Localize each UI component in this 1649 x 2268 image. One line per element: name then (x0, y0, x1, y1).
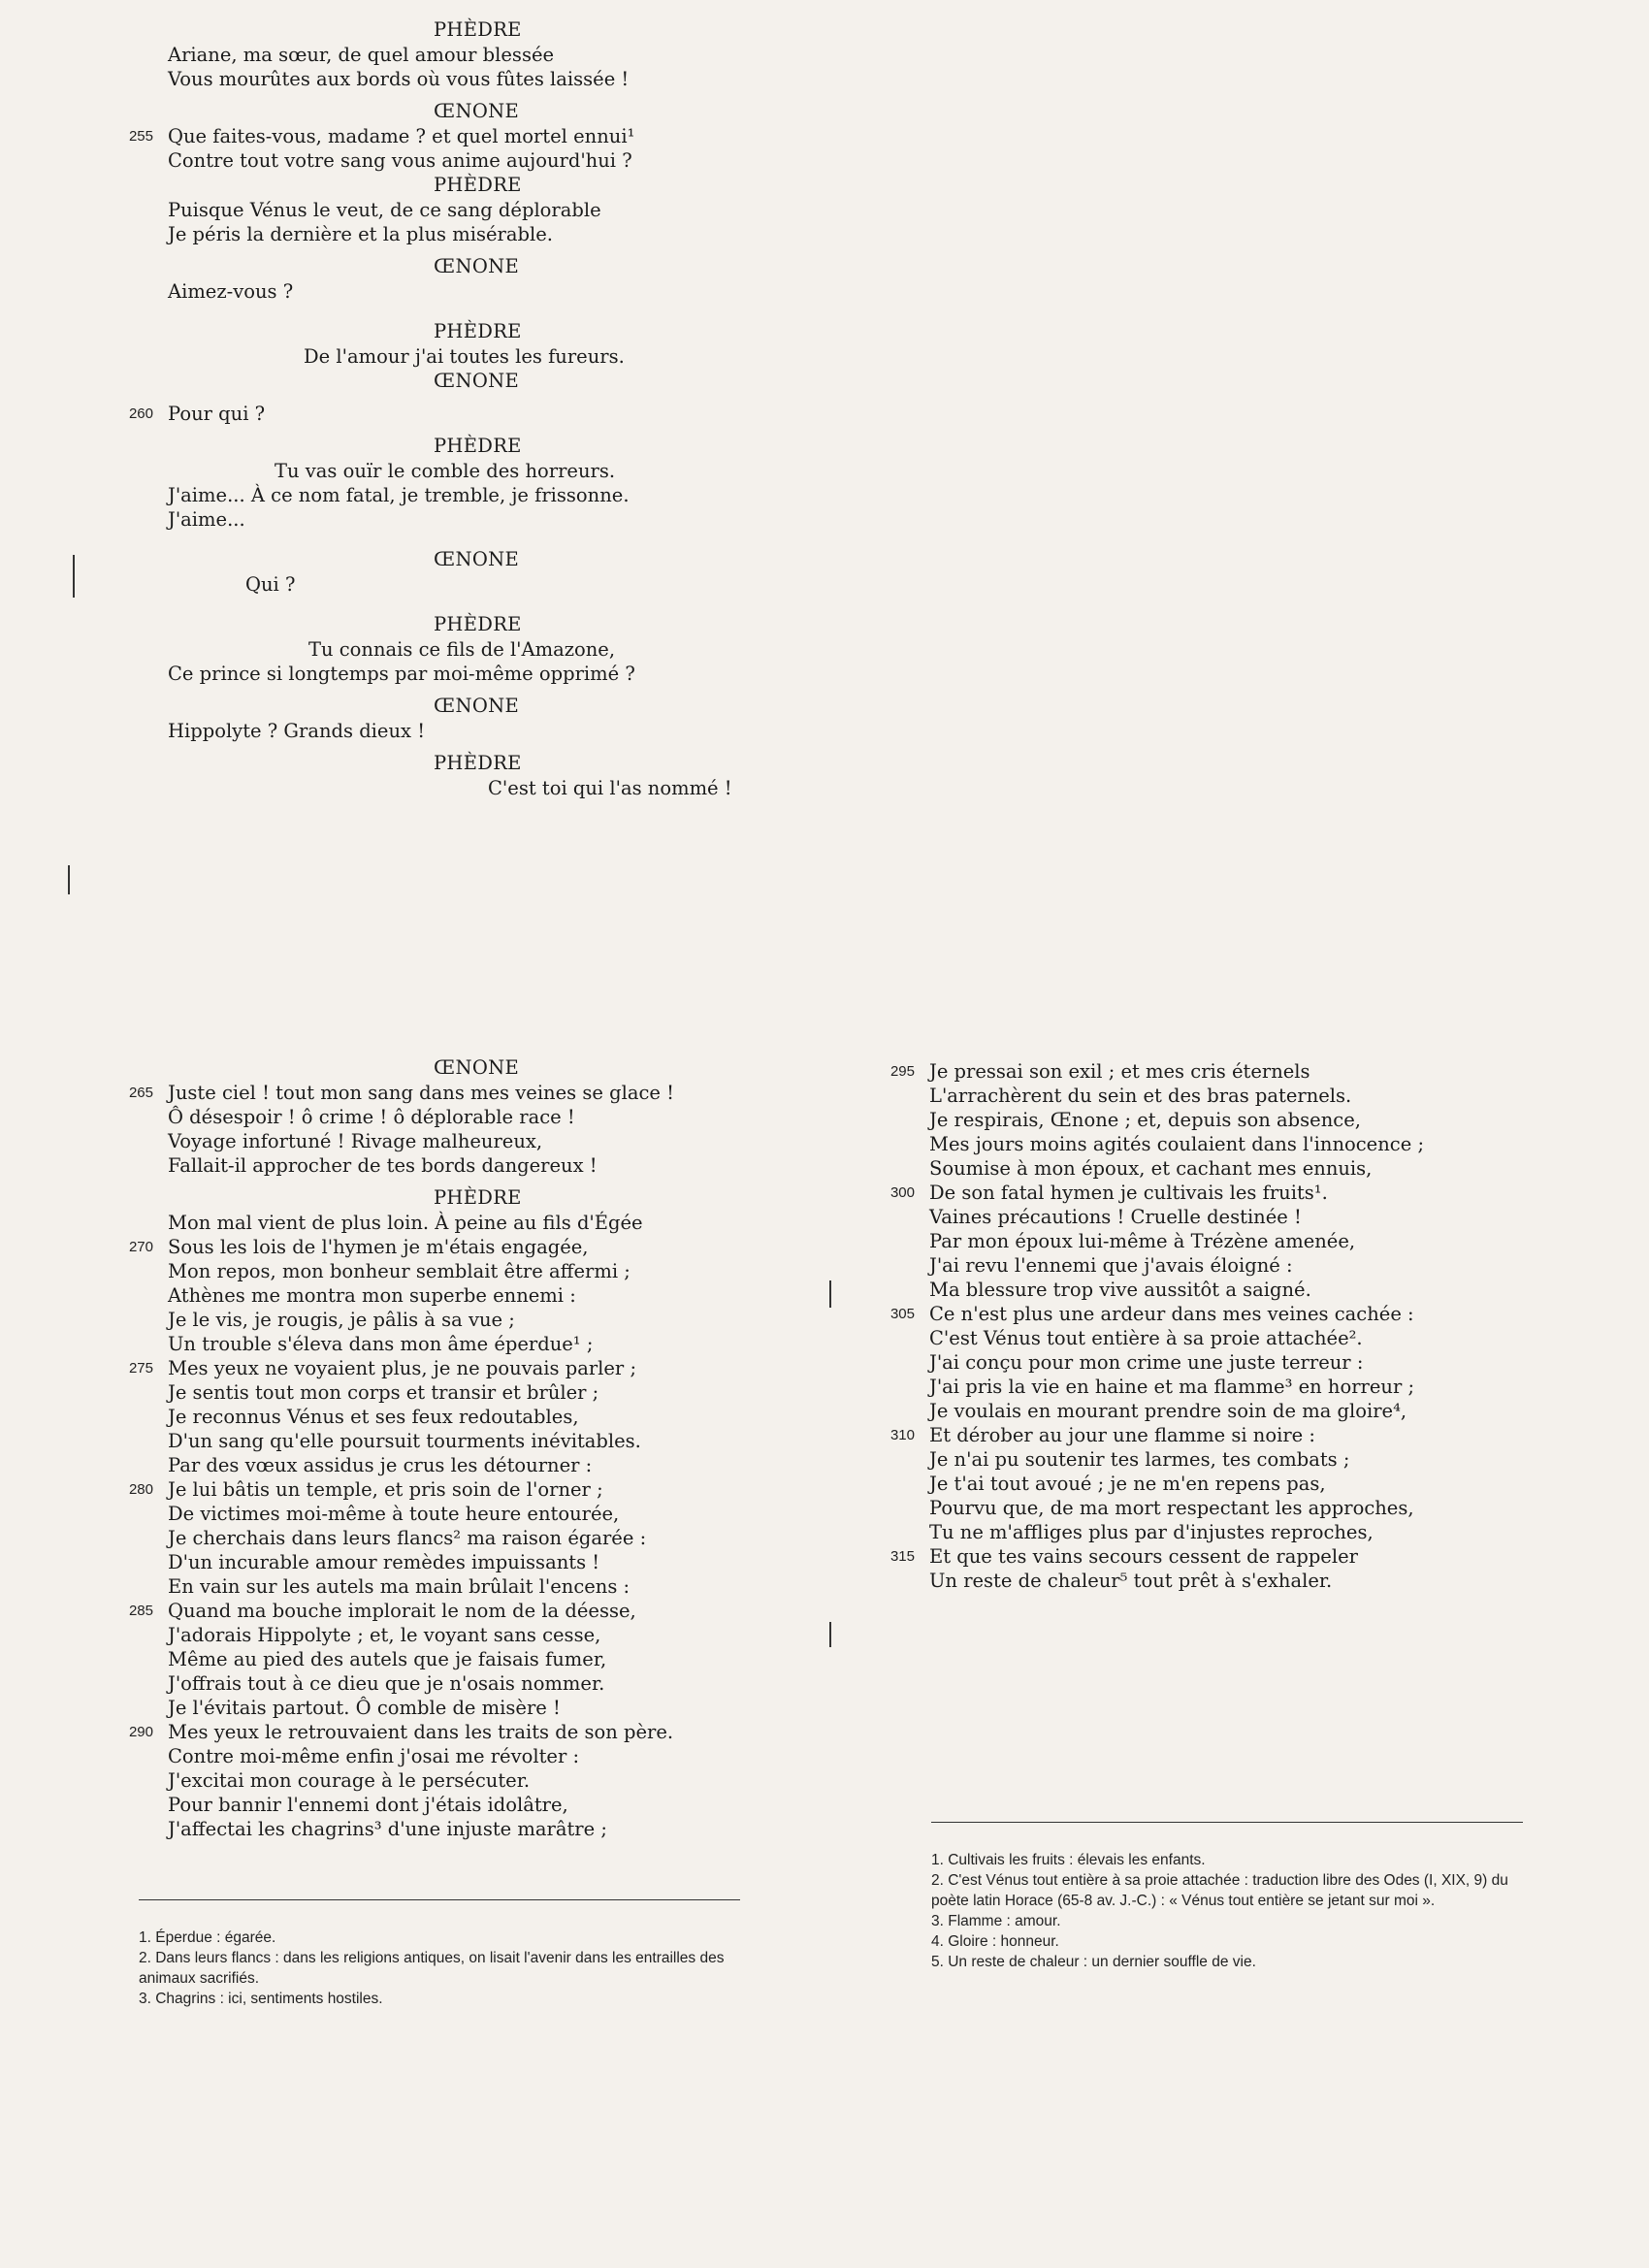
verse-line (116, 124, 737, 148)
footnote: 4. Gloire : honneur. (931, 1933, 1059, 1950)
verse-line (116, 148, 737, 173)
verse-text: Je lui bâtis un temple, et pris soin de l'orner ; (168, 1478, 603, 1501)
speaker-name: PHÈDRE (434, 752, 522, 774)
verse-line (878, 1181, 1518, 1205)
verse-line (116, 507, 737, 532)
verse-line (116, 1332, 737, 1356)
verse-text: De victimes moi-même à toute heure entourée, (168, 1503, 620, 1525)
verse-line (116, 279, 737, 304)
spacer (116, 532, 737, 547)
verse-line (878, 1059, 1518, 1084)
verse-text: Un trouble s'éleva dans mon âme éperdue¹ ; (168, 1333, 594, 1355)
verse-text: Pour qui ? (168, 403, 266, 425)
verse-text: Je t'ai tout avoué ; je ne m'en repens pas, (929, 1473, 1326, 1495)
spacer (116, 394, 737, 402)
verse-line (878, 1278, 1518, 1302)
spacer (116, 686, 737, 694)
verse-text: Je pressai son exil ; et mes cris éternels (929, 1060, 1310, 1083)
verse-line (878, 1156, 1518, 1181)
verse-line (878, 1132, 1518, 1156)
line-number: 315 (889, 1548, 915, 1565)
verse-text: Qui ? (245, 573, 296, 596)
verse-text: Fallait-il approcher de tes bords dangereux ! (168, 1154, 598, 1177)
footnote: 3. Chagrins : ici, sentiments hostiles. (139, 1991, 383, 2007)
verse-line (116, 1283, 737, 1308)
spacer (116, 91, 737, 99)
verse-line (116, 1153, 737, 1178)
verse-text: D'un incurable amour remèdes impuissants ! (168, 1551, 600, 1573)
speaker-name: PHÈDRE (434, 435, 522, 457)
verse-line (116, 719, 737, 743)
verse-text: Ariane, ma sœur, de quel amour blessée (168, 44, 555, 66)
verse-line (116, 1081, 737, 1105)
verse-line (116, 1129, 737, 1153)
line-number: 305 (889, 1306, 915, 1322)
verse-line (116, 1380, 737, 1405)
verse-text: Contre tout votre sang vous anime aujourd'hui ? (168, 149, 632, 172)
footnotes-left (139, 1899, 740, 2009)
verse-line (878, 1229, 1518, 1253)
verse-line (116, 1647, 737, 1671)
verse-text: Pour bannir l'ennemi dont j'étais idolâtre, (168, 1794, 568, 1816)
verse-text: Je respirais, Œnone ; et, depuis son absence, (929, 1109, 1361, 1131)
verse-line (116, 1671, 737, 1696)
line-number: 290 (128, 1724, 153, 1740)
right-column-tirade (878, 1059, 1518, 1593)
line-number: 295 (889, 1063, 915, 1080)
footnote: 3. Flamme : amour. (931, 1913, 1061, 1929)
verse-line (116, 1308, 737, 1332)
verse-text: J'excitai mon courage à le persécuter. (168, 1769, 531, 1792)
spacer (116, 597, 737, 612)
verse-text: Athènes me montra mon superbe ennemi : (168, 1284, 576, 1307)
verse-line (878, 1569, 1518, 1593)
verse-text: Je voulais en mourant prendre soin de ma gloire⁴, (929, 1400, 1407, 1422)
verse-text: Et dérober au jour une flamme si noire : (929, 1424, 1315, 1446)
verse-line (116, 1793, 737, 1817)
verse-text: Par des vœux assidus je crus les détourner : (168, 1454, 593, 1476)
verse-text: Contre moi-même enfin j'osai me révolter : (168, 1745, 580, 1767)
margin-mark (829, 1280, 831, 1308)
verse-text: Mes yeux le retrouvaient dans les traits de son père. (168, 1721, 674, 1743)
verse-text: Je le vis, je rougis, je pâlis à sa vue ; (168, 1309, 515, 1331)
verse-line (116, 1502, 737, 1526)
verse-text: D'un sang qu'elle poursuit tourments inévitables. (168, 1430, 641, 1452)
line-number: 260 (128, 405, 153, 422)
verse-text: Ma blessure trop vive aussitôt a saigné. (929, 1279, 1311, 1301)
verse-line (878, 1447, 1518, 1472)
line-number: 275 (128, 1360, 153, 1377)
verse-text: Je péris la dernière et la plus misérable. (168, 223, 553, 245)
line-number: 270 (128, 1239, 153, 1255)
verse-text: C'est toi qui l'as nommé ! (488, 777, 732, 799)
verse-text: J'ai revu l'ennemi que j'avais éloigné : (929, 1254, 1293, 1277)
verse-text: Juste ciel ! tout mon sang dans mes veines se glace ! (168, 1082, 674, 1104)
verse-line (116, 1526, 737, 1550)
verse-line (878, 1472, 1518, 1496)
speaker-name: PHÈDRE (434, 320, 522, 342)
verse-text: Un reste de chaleur⁵ tout prêt à s'exhaler. (929, 1570, 1333, 1592)
verse-text: Puisque Vénus le veut, de ce sang déplorable (168, 199, 601, 221)
verse-line (878, 1108, 1518, 1132)
margin-mark (68, 865, 70, 894)
verse-text: L'arrachèrent du sein et des bras paternels. (929, 1085, 1352, 1107)
spacer (116, 304, 737, 319)
speaker-name: ŒNONE (434, 1056, 520, 1079)
verse-text: En vain sur les autels ma main brûlait l'encens : (168, 1575, 630, 1598)
verse-line (116, 222, 737, 246)
verse-line (878, 1205, 1518, 1229)
verse-line (116, 43, 737, 67)
verse-line (878, 1423, 1518, 1447)
verse-line (878, 1302, 1518, 1326)
spacer (116, 1178, 737, 1185)
verse-text: J'ai conçu pour mon crime une juste terreur : (929, 1351, 1364, 1374)
verse-text: Ce prince si longtemps par moi-même opprimé ? (168, 663, 635, 685)
verse-line (116, 1429, 737, 1453)
verse-line (116, 483, 737, 507)
verse-text: C'est Vénus tout entière à sa proie attachée². (929, 1327, 1363, 1349)
verse-line (116, 637, 737, 662)
verse-text: J'adorais Hippolyte ; et, le voyant sans cesse, (168, 1624, 601, 1646)
verse-text: Vaines précautions ! Cruelle destinée ! (929, 1206, 1302, 1228)
footnote: 5. Un reste de chaleur : un dernier souffle de vie. (931, 1954, 1256, 1970)
verse-text: Hippolyte ? Grands dieux ! (168, 720, 426, 742)
line-number: 310 (889, 1427, 915, 1443)
verse-text: Soumise à mon époux, et cachant mes ennuis, (929, 1157, 1373, 1180)
verse-line (116, 1768, 737, 1793)
footnote: 1. Éperdue : égarée. (139, 1929, 276, 1946)
verse-text: Ce n'est plus une ardeur dans mes veines cachée : (929, 1303, 1414, 1325)
verse-text: Je cherchais dans leurs flancs² ma raison égarée : (168, 1527, 647, 1549)
verse-text: Que faites-vous, madame ? et quel mortel ennui¹ (168, 125, 635, 147)
verse-line (116, 459, 737, 483)
verse-text: Même au pied des autels que je faisais fumer, (168, 1648, 607, 1670)
verse-line (116, 1105, 737, 1129)
footnote: 2. C'est Vénus tout entière à sa proie attachée : traduction libre des Odes (I, XIX, 9) du poète latin Horace (65-8 av. J.-C.) : « Vénus tout entière se jetant sur moi ». (931, 1872, 1508, 1909)
verse-line (116, 1259, 737, 1283)
verse-line (116, 1453, 737, 1477)
speaker-name: PHÈDRE (434, 1186, 522, 1209)
verse-text: Vous mourûtes aux bords où vous fûtes laissée ! (168, 68, 630, 90)
verse-text: Mon repos, mon bonheur semblait être affermi ; (168, 1260, 630, 1282)
verse-line (878, 1350, 1518, 1375)
verse-text: Je l'évitais partout. Ô comble de misère ! (168, 1697, 561, 1719)
left-column-dialogue (116, 17, 737, 800)
verse-text: J'affectai les chagrins³ d'une injuste marâtre ; (168, 1818, 607, 1840)
verse-line (116, 1550, 737, 1574)
verse-text: De son fatal hymen je cultivais les fruits¹. (929, 1182, 1328, 1204)
verse-line (878, 1544, 1518, 1569)
verse-line (116, 1356, 737, 1380)
speaker-name: ŒNONE (434, 255, 520, 277)
verse-line (878, 1326, 1518, 1350)
line-number: 255 (128, 128, 153, 145)
verse-text: Par mon époux lui-même à Trézène amenée, (929, 1230, 1356, 1252)
margin-mark (829, 1622, 831, 1647)
line-number: 285 (128, 1603, 153, 1619)
verse-line (878, 1375, 1518, 1399)
spacer (116, 246, 737, 254)
speaker-name: ŒNONE (434, 695, 520, 717)
verse-line (116, 1235, 737, 1259)
verse-text: Je n'ai pu soutenir tes larmes, tes combats ; (929, 1448, 1350, 1471)
footnotes-right (931, 1822, 1523, 1972)
spacer (116, 426, 737, 434)
verse-text: Tu ne m'affliges plus par d'injustes reproches, (929, 1521, 1374, 1543)
line-number: 265 (128, 1085, 153, 1101)
verse-line (878, 1253, 1518, 1278)
spacer (116, 743, 737, 751)
verse-text: Sous les lois de l'hymen je m'étais engagée, (168, 1236, 589, 1258)
speaker-name: PHÈDRE (434, 174, 522, 196)
verse-line (116, 1696, 737, 1720)
verse-text: J'ai pris la vie en haine et ma flamme³ en horreur ; (929, 1376, 1415, 1398)
left-column-tirade (116, 1055, 737, 1841)
line-number: 280 (128, 1481, 153, 1498)
speaker-name: PHÈDRE (434, 613, 522, 635)
speaker-name: PHÈDRE (434, 18, 522, 41)
verse-text: Tu vas ouïr le comble des horreurs. (275, 460, 616, 482)
verse-text: Tu connais ce fils de l'Amazone, (308, 638, 616, 661)
verse-text: Pourvu que, de ma mort respectant les approches, (929, 1497, 1414, 1519)
verse-line (116, 1599, 737, 1623)
verse-line (116, 1477, 737, 1502)
verse-text: Quand ma bouche implorait le nom de la déesse, (168, 1600, 636, 1622)
verse-text: J'aime... À ce nom fatal, je tremble, je frissonne. (168, 484, 630, 506)
speaker-name: ŒNONE (434, 548, 520, 570)
verse-text: Je sentis tout mon corps et transir et brûler ; (168, 1381, 599, 1404)
verse-line (116, 1623, 737, 1647)
verse-text: Je reconnus Vénus et ses feux redoutables, (168, 1406, 579, 1428)
verse-line (116, 1744, 737, 1768)
verse-text: Ô désespoir ! ô crime ! ô déplorable race ! (168, 1106, 575, 1128)
footnote: 1. Cultivais les fruits : élevais les enfants. (931, 1852, 1206, 1868)
verse-line (878, 1496, 1518, 1520)
verse-line (116, 1405, 737, 1429)
verse-line (878, 1399, 1518, 1423)
verse-text: Mes jours moins agités coulaient dans l'innocence ; (929, 1133, 1425, 1155)
verse-line (116, 1817, 737, 1841)
speaker-name: ŒNONE (434, 370, 520, 392)
verse-line (116, 344, 737, 369)
verse-text: Et que tes vains secours cessent de rappeler (929, 1545, 1358, 1568)
verse-text: Mes yeux ne voyaient plus, je ne pouvais parler ; (168, 1357, 637, 1379)
footnote: 2. Dans leurs flancs : dans les religions antiques, on lisait l'avenir dans les entrailles des animaux sacrifiés. (139, 1950, 725, 1987)
verse-line (878, 1084, 1518, 1108)
verse-line (116, 1211, 737, 1235)
verse-line (116, 1720, 737, 1744)
verse-text: J'offrais tout à ce dieu que je n'osais nommer. (168, 1672, 605, 1695)
verse-text: Mon mal vient de plus loin. À peine au fils d'Égée (168, 1212, 643, 1234)
margin-mark (73, 555, 75, 598)
verse-text: Voyage infortuné ! Rivage malheureux, (168, 1130, 543, 1152)
verse-line (116, 67, 737, 91)
verse-line (116, 776, 737, 800)
verse-text: De l'amour j'ai toutes les fureurs. (304, 345, 625, 368)
verse-text: J'aime... (168, 508, 245, 531)
verse-text: Aimez-vous ? (168, 280, 294, 303)
verse-line (116, 662, 737, 686)
line-number: 300 (889, 1184, 915, 1201)
verse-line (878, 1520, 1518, 1544)
verse-line (116, 1574, 737, 1599)
verse-line (116, 402, 737, 426)
verse-line (116, 572, 737, 597)
verse-line (116, 198, 737, 222)
speaker-name: ŒNONE (434, 100, 520, 122)
